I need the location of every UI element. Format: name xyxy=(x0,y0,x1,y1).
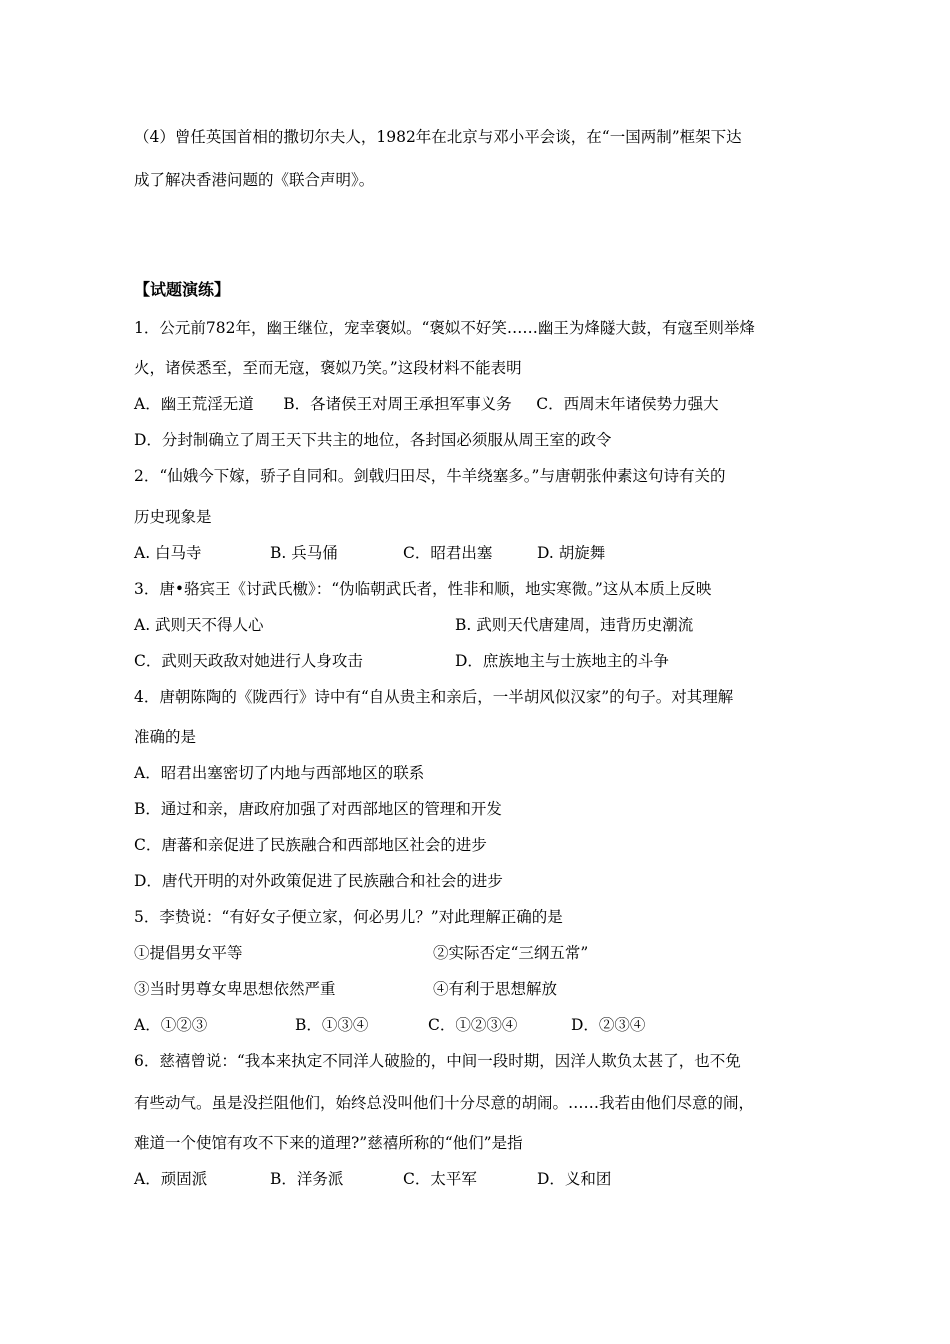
q5-option-d: D．②③④ xyxy=(571,1016,646,1034)
q6-stem-line-3: 难道一个使馆有攻不下来的道理?”慈禧所称的“他们”是指 xyxy=(134,1134,523,1152)
q4-option-a: A．昭君出塞密切了内地与西部地区的联系 xyxy=(134,764,425,782)
q1-stem-line-2: 火，诸侯悉至，至而无寇，褒姒乃笑。”这段材料不能表明 xyxy=(134,359,522,377)
q6-option-b: B．洋务派 xyxy=(270,1170,344,1188)
q6-option-c: C．太平军 xyxy=(403,1170,477,1188)
q6-option-d: D．义和团 xyxy=(537,1170,612,1188)
q5-statement-4: ④有利于思想解放 xyxy=(433,980,558,998)
q6-stem-line-1: 6．慈禧曾说：“我本来执定不同洋人破脸的，中间一段时期，因洋人欺负太甚了，也不免 xyxy=(134,1052,741,1070)
q1-stem-line-1: 1．公元前782年，幽王继位，宠幸褒姒。“褒姒不好笑……幽王为烽隧大鼓，有寇至则举烽 xyxy=(134,319,755,337)
q1-options-abc: A．幽王荒淫无道 B．各诸侯王对周王承担军事义务 C．西周末年诸侯势力强大 xyxy=(134,395,719,413)
q2-stem-line-2: 历史现象是 xyxy=(134,508,212,526)
q6-stem-line-2: 有些动气。虽是没拦阻他们，始终总没叫他们十分尽意的胡闹。……我若由他们尽意的闹， xyxy=(134,1094,755,1112)
q5-statement-1: ①提倡男女平等 xyxy=(134,944,243,962)
q5-statement-3: ③当时男尊女卑思想依然严重 xyxy=(134,980,336,998)
q5-option-c: C．①②③④ xyxy=(428,1016,518,1034)
q3-stem: 3．唐•骆宾王《讨武氏檄》：“伪临朝武氏者，性非和顺，地实寒微。”这从本质上反映 xyxy=(134,580,712,598)
section-title: 【试题演练】 xyxy=(134,280,231,299)
q6-option-a: A．顽固派 xyxy=(134,1170,208,1188)
q3-option-c: C．武则天政敌对她进行人身攻击 xyxy=(134,652,363,670)
q4-stem-line-2: 准确的是 xyxy=(134,728,197,746)
q4-stem-line-1: 4．唐朝陈陶的《陇西行》诗中有“自从贵主和亲后，一半胡风似汉家”的句子。对其理解 xyxy=(134,688,734,706)
q2-stem-line-1: 2．“仙娥今下嫁，骄子自同和。剑戟归田尽，牛羊绕塞多。”与唐朝张仲素这句诗有关的 xyxy=(134,467,726,485)
q5-statement-2: ②实际否定“三纲五常” xyxy=(433,944,589,962)
q3-option-d: D．庶族地主与士族地主的斗争 xyxy=(455,652,669,670)
q4-option-d: D．唐代开明的对外政策促进了民族融合和社会的进步 xyxy=(134,872,503,890)
note-4-line-1: （4）曾任英国首相的撒切尔夫人，1982年在北京与邓小平会谈，在“一国两制”框架下达 xyxy=(134,128,742,146)
q2-option-d: D. 胡旋舞 xyxy=(537,544,606,562)
q5-option-a: A．①②③ xyxy=(134,1016,208,1034)
q5-option-b: B．①③④ xyxy=(295,1016,369,1034)
q3-option-b: B. 武则天代唐建周，违背历史潮流 xyxy=(455,616,694,634)
q2-option-a: A. 白马寺 xyxy=(134,544,202,562)
q2-option-c: C．昭君出塞 xyxy=(403,544,493,562)
q2-option-b: B. 兵马俑 xyxy=(270,544,338,562)
q3-option-a: A. 武则天不得人心 xyxy=(134,616,264,634)
note-4-line-2: 成了解决香港问题的《联合声明》。 xyxy=(134,171,375,189)
q5-stem: 5．李贽说：“有好女子便立家，何必男儿？”对此理解正确的是 xyxy=(134,908,563,926)
q4-option-b: B．通过和亲，唐政府加强了对西部地区的管理和开发 xyxy=(134,800,502,818)
q1-option-d: D．分封制确立了周王天下共主的地位，各封国必须服从周王室的政令 xyxy=(134,431,612,449)
q4-option-c: C．唐蕃和亲促进了民族融合和西部地区社会的进步 xyxy=(134,836,487,854)
